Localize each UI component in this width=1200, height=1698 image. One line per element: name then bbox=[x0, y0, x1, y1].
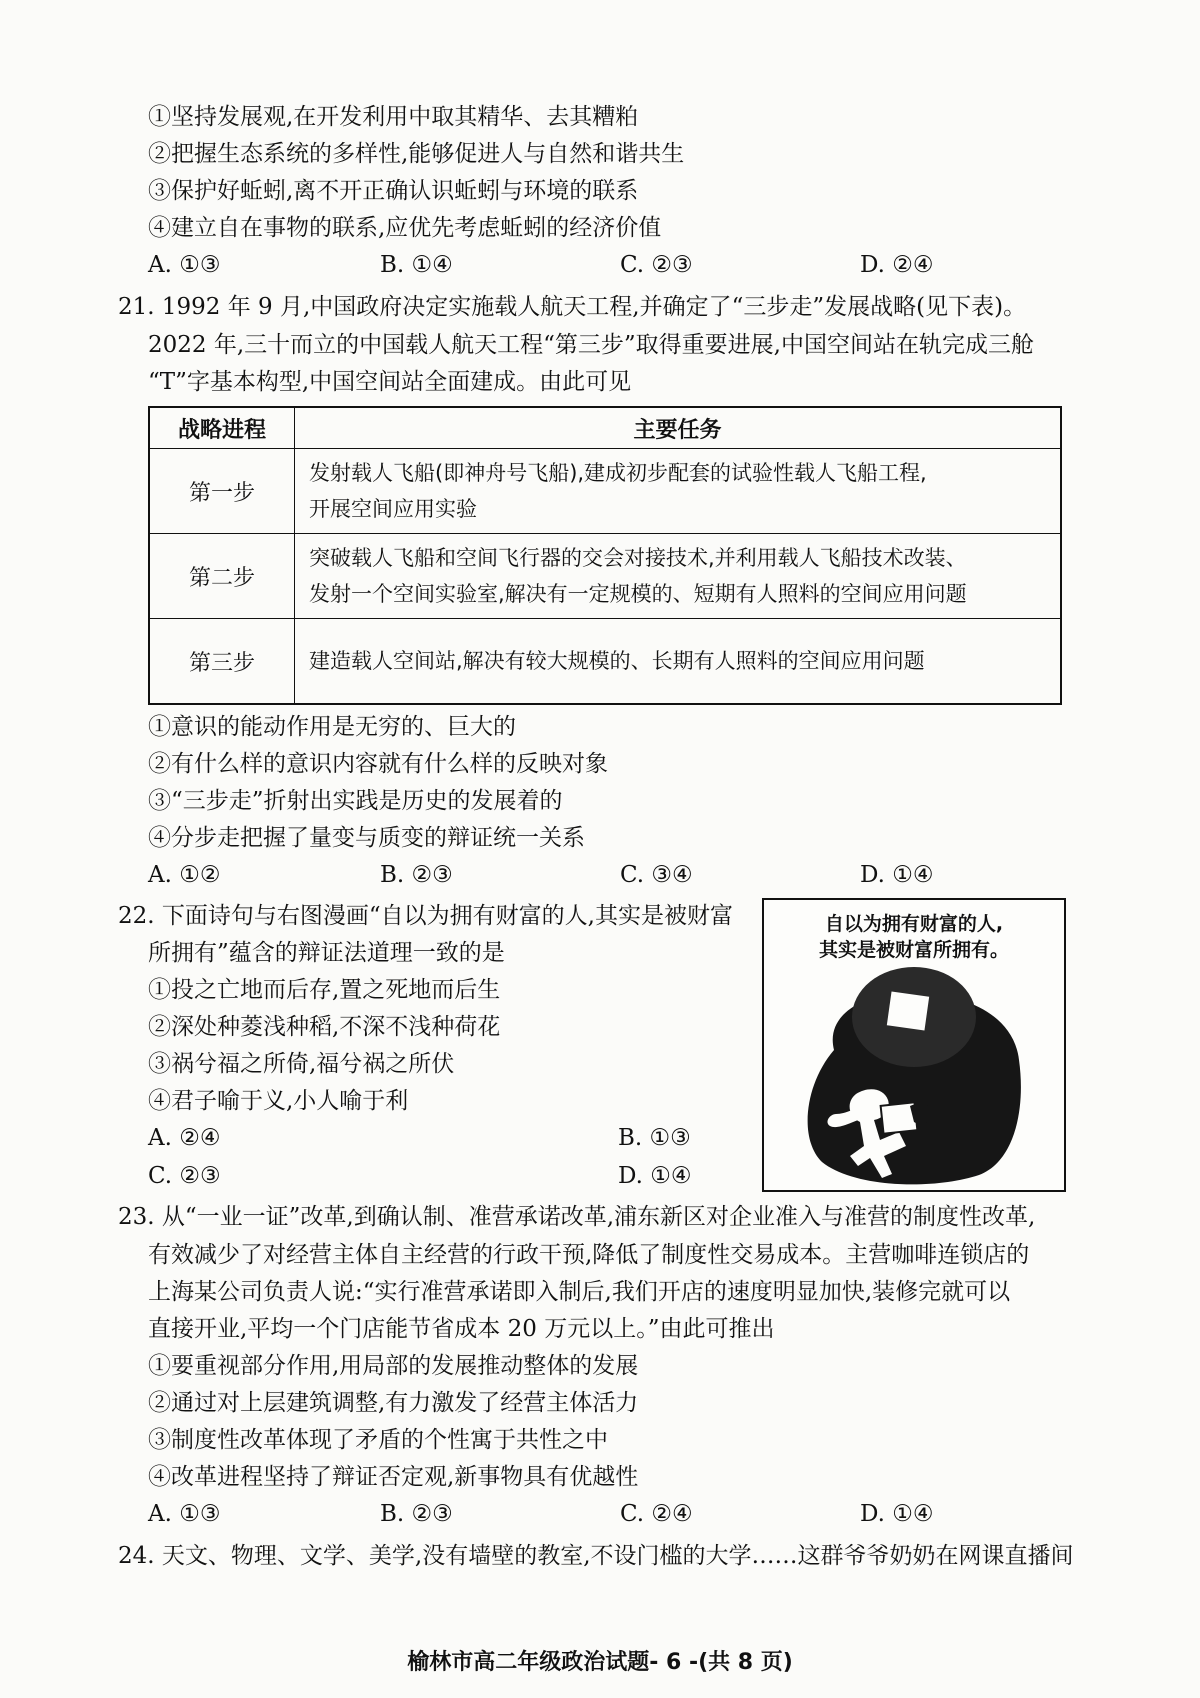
q21-choice-b: B. ②③ bbox=[380, 862, 453, 888]
q23-stem-line-2: 有效减少了对经营主体自主经营的行政干预,降低了制度性交易成本。主营咖啡连锁店的 bbox=[148, 1242, 1030, 1268]
q21-option-1: ①意识的能动作用是无穷的、巨大的 bbox=[148, 714, 516, 740]
q20-choice-c: C. ②③ bbox=[620, 252, 693, 278]
q22-option-4: ④君子喻于义,小人喻于利 bbox=[148, 1088, 409, 1114]
strategy-table bbox=[148, 406, 1062, 705]
q21-stem-line-2: 2022 年,三十而立的中国载人航天工程“第三步”取得重要进展,中国空间站在轨完成三舱 bbox=[148, 332, 1034, 358]
q21-option-2: ②有什么样的意识内容就有什么样的反映对象 bbox=[148, 751, 608, 777]
q23-stem-line-4: 直接开业,平均一个门店能节省成本 20 万元以上。”由此可推出 bbox=[148, 1316, 775, 1342]
q23-choice-c: C. ②④ bbox=[620, 1501, 693, 1527]
q23-option-3: ③制度性改革体现了矛盾的个性寓于共性之中 bbox=[148, 1427, 608, 1453]
task-line: 建造载人空间站,解决有较大规模的、长期有人照料的空间应用问题 bbox=[309, 649, 925, 673]
q23-choice-a: A. ①③ bbox=[148, 1501, 221, 1527]
task-line: 发射载人飞船(即神舟号飞船),建成初步配套的试验性载人飞船工程, bbox=[309, 461, 927, 485]
q23-choice-b: B. ②③ bbox=[380, 1501, 453, 1527]
coin-monster-illustration bbox=[764, 900, 1064, 1190]
q22-option-3: ③祸兮福之所倚,福兮祸之所伏 bbox=[148, 1051, 455, 1077]
q21-choice-a: A. ①② bbox=[148, 862, 221, 888]
q22-choice-a: A. ②④ bbox=[148, 1125, 221, 1151]
cartoon-caption-line-1: 自以为拥有财富的人, bbox=[824, 913, 1004, 935]
table-header-stage: 战略进程 bbox=[149, 407, 295, 449]
task-line: 开展空间应用实验 bbox=[309, 497, 477, 521]
table-header-task: 主要任务 bbox=[295, 407, 1062, 449]
stage-cell: 第二步 bbox=[149, 534, 295, 619]
q22-choice-c: C. ②③ bbox=[148, 1163, 221, 1189]
q20-option-1: ①坚持发展观,在开发利用中取其精华、去其糟粕 bbox=[148, 104, 639, 130]
q20-option-3: ③保护好蚯蚓,离不开正确认识蚯蚓与环境的联系 bbox=[148, 178, 639, 204]
q23-option-1: ①要重视部分作用,用局部的发展推动整体的发展 bbox=[148, 1353, 639, 1379]
q23-option-4: ④改革进程坚持了辩证否定观,新事物具有优越性 bbox=[148, 1464, 639, 1490]
q20-choice-d: D. ②④ bbox=[860, 252, 934, 278]
page-footer: 榆林市高二年级政治试题- 6 -(共 8 页) bbox=[407, 1650, 793, 1675]
q22-choice-b: B. ①③ bbox=[618, 1125, 691, 1151]
q22-stem-line-1: 22. 下面诗句与右图漫画“自以为拥有财富的人,其实是被财富 bbox=[118, 903, 733, 929]
table-header-row bbox=[149, 407, 1061, 449]
q23-stem-line-1: 23. 从“一业一证”改革,到确认制、准营承诺改革,浦东新区对企业准入与准营的制度性改革, bbox=[118, 1204, 1036, 1230]
table-row bbox=[149, 449, 1061, 534]
q22-option-1: ①投之亡地而后存,置之死地而后生 bbox=[148, 977, 501, 1003]
task-cell bbox=[295, 534, 1062, 619]
q20-choice-a: A. ①③ bbox=[148, 252, 221, 278]
q21-option-3: ③“三步走”折射出实践是历史的发展着的 bbox=[148, 788, 563, 814]
stage-cell: 第一步 bbox=[149, 449, 295, 534]
task-line: 突破载人飞船和空间飞行器的交会对接技术,并利用载人飞船技术改装、 bbox=[309, 546, 967, 570]
q21-choice-c: C. ③④ bbox=[620, 862, 693, 888]
q20-choice-b: B. ①④ bbox=[380, 252, 453, 278]
cartoon-caption-line-2: 其实是被财富所拥有。 bbox=[818, 939, 1009, 961]
q22-option-2: ②深处种菱浅种稻,不深不浅种荷花 bbox=[148, 1014, 501, 1040]
task-cell bbox=[295, 619, 1062, 705]
q21-option-4: ④分步走把握了量变与质变的辩证统一关系 bbox=[148, 825, 585, 851]
q22-choice-d: D. ①④ bbox=[618, 1163, 692, 1189]
q23-option-2: ②通过对上层建筑调整,有力激发了经营主体活力 bbox=[148, 1390, 639, 1416]
q20-option-2: ②把握生态系统的多样性,能够促进人与自然和谐共生 bbox=[148, 141, 685, 167]
q21-stem-line-1: 21. 1992 年 9 月,中国政府决定实施载人航天工程,并确定了“三步走”发展战略(见下表)。 bbox=[118, 294, 1027, 320]
q22-stem-line-2: 所拥有”蕴含的辩证法道理一致的是 bbox=[148, 940, 505, 966]
stage-cell: 第三步 bbox=[149, 619, 295, 705]
q23-stem-line-3: 上海某公司负责人说:“实行准营承诺即入制后,我们开店的速度明显加快,装修完就可以 bbox=[148, 1279, 1011, 1305]
q24-stem-line-1: 24. 天文、物理、文学、美学,没有墙壁的教室,不设门槛的大学……这群爷爷奶奶在网课直播间 bbox=[118, 1543, 1074, 1569]
q23-choice-d: D. ①④ bbox=[860, 1501, 934, 1527]
task-cell bbox=[295, 449, 1062, 534]
q20-option-4: ④建立自在事物的联系,应优先考虑蚯蚓的经济价值 bbox=[148, 215, 662, 241]
table-row bbox=[149, 534, 1061, 619]
wealth-cartoon bbox=[762, 898, 1066, 1192]
q21-choice-d: D. ①④ bbox=[860, 862, 934, 888]
table-row bbox=[149, 619, 1061, 705]
q21-stem-line-3: “T”字基本构型,中国空间站全面建成。由此可见 bbox=[148, 369, 632, 395]
task-line: 发射一个空间实验室,解决有一定规模的、短期有人照料的空间应用问题 bbox=[309, 582, 967, 606]
